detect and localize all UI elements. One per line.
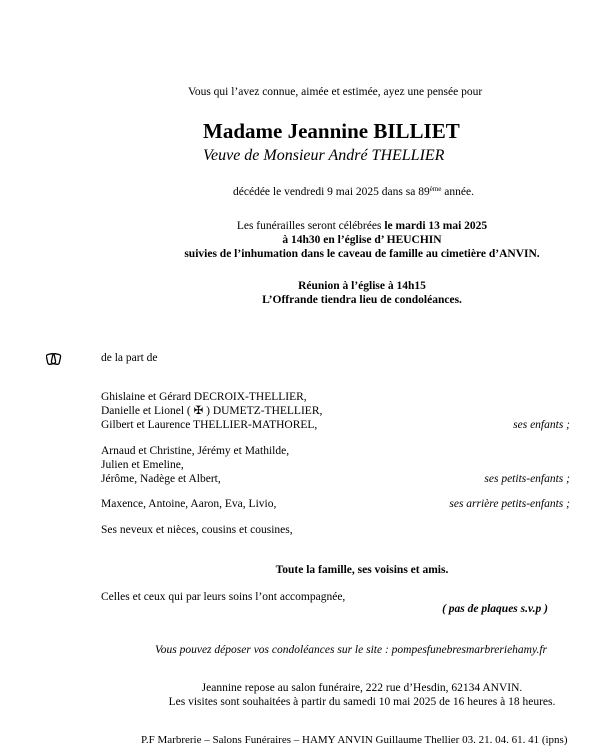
funeral-line-3: suivies de l’inhumation dans le caveau de famille au cimetière d’ANVIN. xyxy=(184,248,540,260)
grandchild-2: Julien et Emeline, xyxy=(101,459,184,471)
funeral-line-1 xyxy=(0,219,610,233)
no-plaques-note: ( pas de plaques s.v.p ) xyxy=(442,603,548,615)
rest-line-1: Jeannine repose au salon funéraire, 222 rue d’Hesdin, 62134 ANVIN. xyxy=(201,682,523,694)
funeral-date: le mardi 13 mai 2025 xyxy=(384,220,488,232)
caregivers-text: Celles et ceux qui par leurs soins l’ont accompagnée, xyxy=(101,591,346,603)
death-age-suffix: ème xyxy=(429,185,442,193)
footer-text: P.F Marbrerie – Salons Funéraires – HAMY ANVIN Guillaume Thellier 03. 21. 04. 61. 41 (ipns) xyxy=(141,734,568,746)
death-date-end: année. xyxy=(441,186,474,198)
nephews-text: Ses neveux et nièces, cousins et cousines, xyxy=(101,524,293,536)
grandchildren-label: ses petits-enfants ; xyxy=(484,473,570,485)
great-grandchildren-label: ses arrière petits-enfants ; xyxy=(449,498,570,510)
death-date-text: décédée le vendredi 9 mai 2025 dans sa 89 xyxy=(233,186,430,198)
condolences-text: Vous pouvez déposer vos condoléances sur le site : pompesfunebresmarbreriehamy.fr xyxy=(155,644,547,656)
child-2: Danielle et Lionel ( ✠ ) DUMETZ-THELLIER, xyxy=(101,405,323,417)
deceased-name: Madame Jeannine BILLIET xyxy=(203,119,460,143)
children-label: ses enfants ; xyxy=(513,419,570,431)
intro-text: Vous qui l’avez connue, aimée et estimée, ayez une pensée pour xyxy=(188,86,483,98)
child-3: Gilbert et Laurence THELLIER-MATHOREL, xyxy=(101,419,318,431)
widow-of: Veuve de Monsieur André THELLIER xyxy=(203,147,445,164)
grandchild-3: Jérôme, Nadège et Albert, xyxy=(101,473,221,485)
funeral-intro: Les funérailles seront célébrées xyxy=(236,220,385,232)
great-grandchildren: Maxence, Antoine, Aaron, Eva, Livio, xyxy=(101,498,277,510)
from-label: de la part de xyxy=(101,352,158,364)
reunion-text: Réunion à l’église à 14h15 xyxy=(298,280,426,292)
funeral-line-2: à 14h30 en l’église d’ HEUCHIN xyxy=(282,234,442,246)
wedding-rings-icon xyxy=(46,352,62,366)
child-1: Ghislaine et Gérard DECROIX-THELLIER, xyxy=(101,391,307,403)
offrande-text: L’Offrande tiendra lieu de condoléances. xyxy=(262,294,462,306)
death-date xyxy=(233,185,474,199)
rest-line-2: Les visites sont souhaitées à partir du samedi 10 mai 2025 de 16 heures à 18 heures. xyxy=(168,696,556,708)
grandchild-1: Arnaud et Christine, Jérémy et Mathilde, xyxy=(101,445,290,457)
whole-family-text: Toute la famille, ses voisins et amis. xyxy=(275,564,449,576)
